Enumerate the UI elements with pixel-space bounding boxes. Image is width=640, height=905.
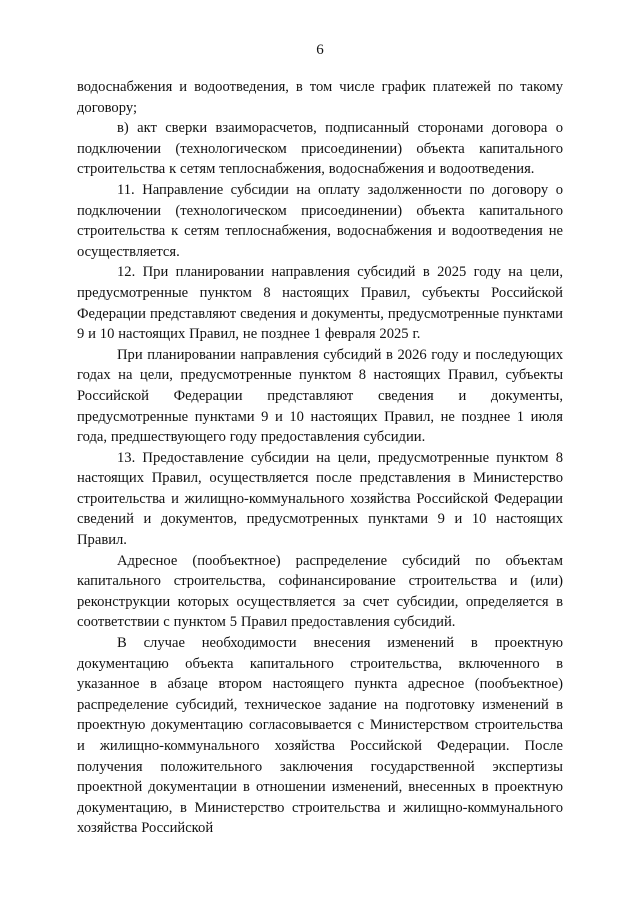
paragraph-clause-11: 11. Направление субсидии на оплату задолженности по договору о подключении (технологическом присоединении) объекта капитального строительства к сетям теплоснабжения, водоснабжения и водоотведения не осуществляется. (77, 181, 563, 260)
paragraph-clause-12-second: При планировании направления субсидий в 2026 году и последующих годах на цели, предусмотренные пунктом 8 настоящих Правил, субъекты Российской Федерации представляют сведения и документы, предусмотренные пунктами 9 и 10 настоящих Правил, не позднее 1 июля года, предшествующего году предоставления субсидии. (77, 346, 563, 446)
paragraph-clause-13: 13. Предоставление субсидии на цели, предусмотренные пунктом 8 настоящих Правил, осуществляется после представления в Министерство строительства и жилищно-коммунального хозяйства Российской Федерации сведений и документов, предусмотренных пунктами 9 и 10 настоящих Правил. (77, 449, 563, 549)
document-body (77, 77, 563, 839)
paragraph-item-v: в) акт сверки взаиморасчетов, подписанный сторонами договора о подключении (технологическом присоединении) объекта капитального строительства к сетям теплоснабжения, водоснабжения и водоотведения. (77, 120, 563, 178)
paragraph-clause-13-second: Адресное (пообъектное) распределение субсидий по объектам капитального строительства, софинансирование строительства и (или) реконструкции которых осуществляется за счет субсидии, определяется в соответствии с пунктом 5 Правил предоставления субсидий. (77, 552, 563, 631)
page-number: 6 (316, 42, 324, 58)
paragraph-clause-13-third: В случае необходимости внесения изменений в проектную документацию объекта капитального строительства, включенного в указанное в абзаце втором настоящего пункта адресное (пообъектное) распределение субсидий, техническое задание на подготовку изменений в проектную документацию согласовывается с Министерством строительства и жилищно-коммунального хозяйства Российской Федерации. После получения положительного заключения государственной экспертизы проектной документации в отношении изменений, внесенных в проектную документацию, в Министерство строительства и жилищно-коммунального хозяйства Российской (77, 635, 563, 837)
paragraph-continuation: водоснабжения и водоотведения, в том числе график платежей по такому договору; (77, 79, 563, 116)
paragraph-clause-12: 12. При планировании направления субсидий в 2025 году на цели, предусмотренные пунктом 8 настоящих Правил, субъекты Российской Федерации представляют сведения и документы, предусмотренные пунктами 9 и 10 настоящих Правил, не позднее 1 февраля 2025 г. (77, 264, 563, 343)
